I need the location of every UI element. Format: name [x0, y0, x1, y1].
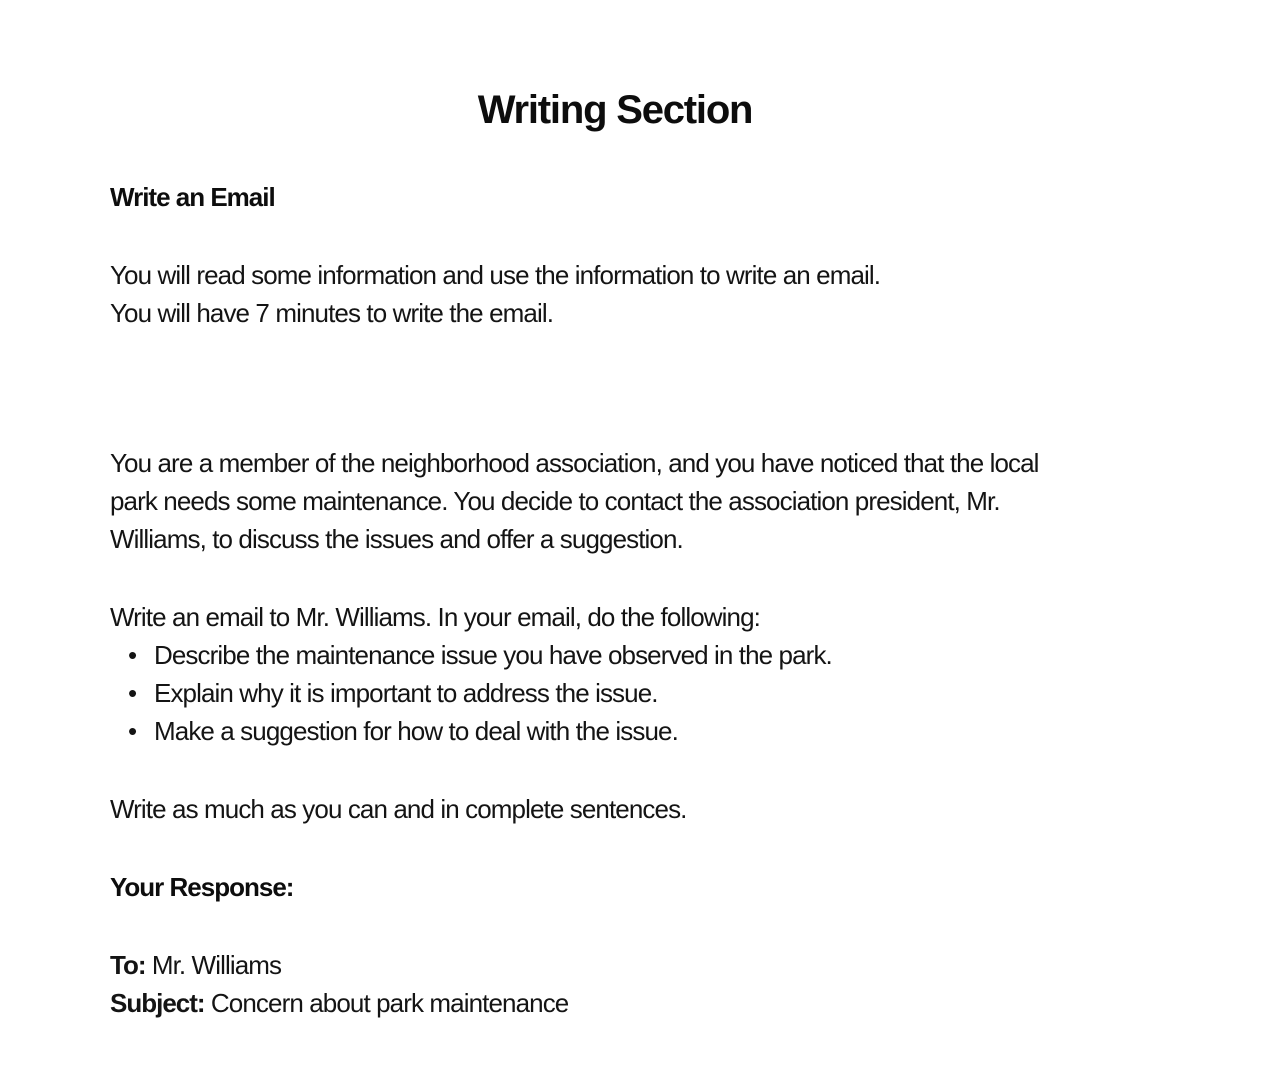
closing-instruction: Write as much as you can and in complete sentences. — [110, 794, 687, 824]
page-title: Writing Section — [477, 88, 753, 132]
scenario-line: You are a member of the neighborhood association, and you have noticed that the local — [110, 448, 1039, 478]
to-value: Mr. Williams — [151, 950, 282, 980]
subject-value: Concern about park maintenance — [210, 988, 569, 1018]
task-heading: Write an Email — [110, 182, 275, 212]
list-item: • Explain why it is important to address the issue. — [154, 674, 1150, 712]
spacer — [110, 906, 1150, 946]
scenario-line: park needs some maintenance. You decide to contact the association president, Mr. — [110, 486, 1000, 516]
scenario-paragraph — [110, 444, 1150, 558]
response-heading: Your Response: — [110, 872, 294, 902]
instruction-line: You will have 7 minutes to write the email. — [110, 298, 554, 328]
spacer — [110, 750, 1150, 790]
spacer — [110, 332, 1150, 444]
list-item: • Make a suggestion for how to deal with the issue. — [154, 712, 1150, 750]
spacer — [110, 216, 1150, 256]
email-to-line — [110, 946, 1150, 984]
document-body — [110, 178, 1150, 1022]
spacer — [110, 558, 1150, 598]
to-label: To: — [110, 950, 146, 980]
list-item: • Describe the maintenance issue you have observed in the park. — [154, 636, 1150, 674]
scenario-line: Williams, to discuss the issues and offer a suggestion. — [110, 524, 683, 554]
spacer — [110, 828, 1150, 868]
task-list — [110, 636, 1150, 750]
instructions — [110, 256, 1150, 332]
instruction-line: You will read some information and use the information to write an email. — [110, 260, 881, 290]
prompt-intro: Write an email to Mr. Williams. In your email, do the following: — [110, 602, 760, 632]
email-subject-line — [110, 984, 1150, 1022]
subject-label: Subject: — [110, 988, 205, 1018]
